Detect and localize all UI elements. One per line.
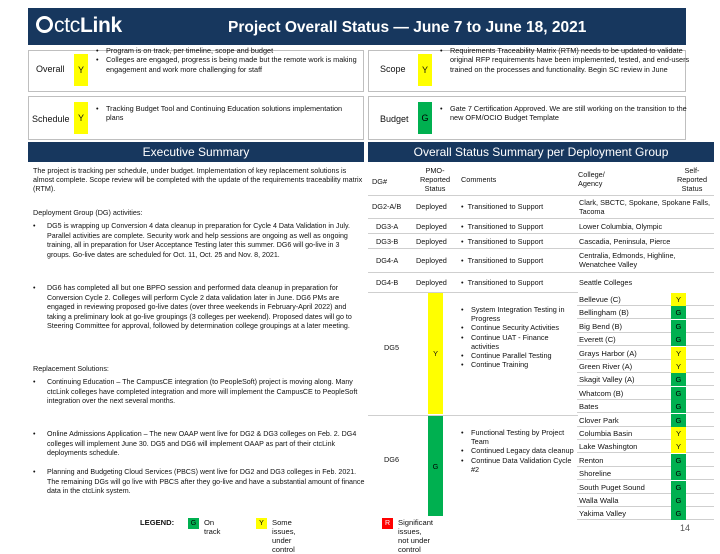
college-status-badge: G	[671, 481, 686, 494]
college-name: Clover Park	[579, 415, 619, 425]
scope-label: Scope	[380, 64, 406, 74]
header-bar	[28, 8, 686, 45]
row-divider	[368, 415, 578, 416]
dg-id: DG3-B	[376, 236, 399, 246]
row-divider	[368, 292, 578, 293]
college-status-badge: G	[671, 333, 686, 346]
college-status-badge: G	[671, 387, 686, 400]
dg-id: DG3-A	[376, 221, 399, 231]
college-status-badge: G	[671, 507, 686, 520]
dg-status: Deployed	[416, 236, 447, 246]
college-row	[577, 293, 714, 306]
dg5-comment: • Continue Training	[461, 360, 577, 369]
schedule-bullet: • Tracking Budget Tool and Continuing Education solutions implementation plans	[96, 104, 358, 123]
college-name: Skagit Valley (A)	[579, 375, 635, 385]
dg-id: DG4-B	[376, 277, 399, 287]
dg5-id: DG5	[384, 342, 400, 352]
page-number: 14	[680, 523, 691, 533]
college-name: Bates	[579, 402, 599, 412]
col-header-self-reported: Self-Reported Status	[676, 165, 708, 193]
budget-bullet: • Gate 7 Certification Approved. We are still working on the transition to the new OFM/OCIO Budget Template	[440, 104, 702, 123]
college-status-badge: Y	[671, 293, 686, 306]
dg-id: DG2-A/B	[372, 201, 402, 211]
legend-green-text: On track	[204, 518, 221, 536]
legend-yellow-text: Some issues, under control	[272, 518, 296, 554]
dg5-comments	[461, 305, 577, 369]
dg-colleges: Cascadia, Peninsula, Pierce	[579, 236, 671, 246]
college-name: Everett (C)	[579, 335, 616, 345]
college-row	[577, 440, 714, 453]
college-status-badge: G	[671, 373, 686, 386]
dg-status: Deployed	[416, 255, 447, 265]
dg-status: Deployed	[416, 201, 447, 211]
college-name: Lake Washington	[579, 442, 638, 452]
dg-comment: • Transitioned to Support	[461, 236, 544, 246]
college-status-badge: Y	[671, 360, 686, 373]
college-status-badge: G	[671, 454, 686, 467]
college-row	[577, 454, 714, 467]
dg6-status-badge: G	[428, 416, 443, 516]
dg-status: Deployed	[416, 277, 447, 287]
dg6-comment: • Continued Legacy data cleanup	[461, 446, 577, 455]
dg-colleges: Lower Columbia, Olympic	[579, 221, 663, 231]
dg-colleges: Clark, SBCTC, Spokane, Spokane Falls, Tacoma	[579, 198, 710, 216]
college-name: Big Bend (B)	[579, 321, 623, 331]
col-header-college: College/ Agency	[578, 170, 605, 188]
college-status-badge: G	[671, 400, 686, 413]
scope-bullets	[440, 46, 702, 74]
college-status-badge: Y	[671, 427, 686, 440]
dg-comment: • Transitioned to Support	[461, 221, 544, 231]
college-name: Walla Walla	[579, 496, 619, 505]
college-row	[577, 320, 714, 333]
overall-bullet: • Colleges are engaged, progress is being made but the remote work is making engagement and work more challenging for staff	[96, 55, 358, 74]
scope-bullet: • Requirements Traceability Matrix (RTM) needs to be updated to validate original RFP requirements have been implemented, tested, and end-users trained on the processes and functionality. Begin SC review in June	[440, 46, 702, 74]
college-name: South Puget Sound	[579, 482, 645, 492]
budget-status-badge: G	[418, 102, 432, 134]
college-name: Whatcom (B)	[579, 388, 624, 398]
college-name: Yakima Valley	[579, 509, 626, 519]
dg5-comment: • Continue Security Activities	[461, 323, 577, 332]
budget-label: Budget	[380, 114, 409, 124]
college-name: Shoreline	[579, 469, 612, 479]
college-row	[577, 347, 714, 360]
dg6-id: DG6	[384, 454, 400, 464]
dg6-comments	[461, 428, 577, 474]
col-header-pmo: PMO-Reported Status	[419, 165, 451, 193]
scope-status-badge: Y	[418, 54, 432, 86]
college-status-badge: Y	[671, 440, 686, 453]
ctclink-logo: ctcLink	[36, 14, 122, 38]
college-row	[577, 427, 714, 440]
college-name: Renton	[579, 455, 604, 465]
college-row	[577, 414, 714, 427]
legend-green-badge: G	[188, 518, 199, 529]
college-status-badge: Y	[671, 347, 686, 360]
college-row	[577, 467, 714, 480]
overall-status-badge: Y	[74, 54, 88, 86]
executive-summary-header: Executive Summary	[28, 142, 364, 162]
college-row	[577, 387, 714, 400]
college-row	[577, 373, 714, 386]
college-status-badge: G	[671, 494, 686, 507]
gear-icon	[36, 16, 53, 33]
legend-yellow-badge: Y	[256, 518, 267, 529]
dg-comment: • Transitioned to Support	[461, 201, 544, 211]
deployment-summary-header: Overall Status Summary per Deployment Group	[368, 142, 714, 162]
dg-activities-heading: Deployment Group (DG) activities:	[33, 208, 143, 217]
college-row	[577, 400, 714, 413]
college-name: Columbia Basin	[579, 429, 633, 438]
page-title: Project Overall Status — June 7 to June 18, 2021	[228, 19, 587, 36]
dg-comment: • Transitioned to Support	[461, 277, 544, 287]
dg-id: DG4-A	[376, 255, 399, 265]
executive-intro: The project is tracking per schedule, under budget. Implementation of key replacement solutions is almost complete. Scope review will be completed with the update of the requirements traceability matrix (RTM).	[33, 166, 363, 193]
dg6-comment: • Continue Data Validation Cycle #2	[461, 456, 577, 474]
dg6-comment: • Functional Testing by Project Team	[461, 428, 577, 446]
col-header-dg: DG#	[372, 176, 388, 186]
college-name: Bellingham (B)	[579, 308, 629, 318]
college-status-badge: G	[671, 467, 686, 480]
dg-status: Deployed	[416, 221, 447, 231]
dg-colleges: Seattle Colleges	[579, 277, 633, 287]
executive-summary-panel: The project is tracking per schedule, under budget. Implementation of key replacement solutions is almost complete. Scope review will be completed with the update of the requirements traceability matrix (RTM). Deployment Group (DG) activities: • DG5 is wrapping up Conversion 4 data cleanup in preparation for Cycle 4 Data Validation in July. Parallel activities are complete. Security work and help sessions are ongoing as well as ongoing training, all in preparation for User Acceptance Testing later this summer. DG6 will go-live in 3 groups. Go-live dates are scheduled for Oct. 11, Oct. 25 and Nov. 8, 2021. • DG6 has completed all but one BPFO session and performed data cleanup in preparation for Conversion Cycle 2. Colleges will perform Cycle 2 data validation later in June. DG6 PMs are engaged in reviewing proposed go-live dates (over three weekends in February-April 2022) and taking a preliminary look at go-live groupings (3 colleges per weekend). Proposed dates will go to Steering Committee for approval, followed by determination college groupings at a later meeting. Replacement Solutions: • Continuing Education – The CampusCE integration (to PeopleSoft) project is moving along. Many ctcLink colleges have completed integration and more will implement the CampusCE to PeopleSoft integration over the next several months. • Online Admissions Application – The new OAAP went live for DG2 & DG3 colleges on Feb. 2. DG4 colleges will implement June 30. DG5 and DG6 will implement OAAP as part of their ctcLink deployments schedule. • Planning and Budgeting Cloud Services (PBCS) went live for DG2 and DG3 colleges in Feb. 2021. The remaining DGs will go live with PBCS after they go-live and have a substantial amount of finance data in the ctcLink system.	[28, 162, 364, 517]
overall-bullets	[96, 46, 358, 74]
dg5-status-badge: Y	[428, 293, 443, 414]
dg5-comment: • Continue UAT - Finance activities	[461, 333, 577, 351]
college-row	[577, 494, 714, 507]
college-row	[577, 333, 714, 346]
college-row	[577, 360, 714, 373]
dg-colleges: Centralia, Edmonds, Highline, Wenatchee Valley	[579, 251, 676, 269]
col-header-comments: Comments	[461, 174, 497, 184]
schedule-bullets	[96, 104, 358, 123]
college-name: Green River (A)	[579, 362, 633, 371]
overall-bullet: • Program is on track, per timeline, scope and budget	[96, 46, 358, 55]
legend-title: LEGEND:	[140, 518, 175, 527]
college-name: Bellevue (C)	[579, 295, 621, 304]
overall-label: Overall	[36, 64, 65, 74]
college-row	[577, 507, 714, 520]
college-row	[577, 306, 714, 319]
college-status-badge: G	[671, 306, 686, 319]
legend-red-badge: R	[382, 518, 393, 529]
college-name: Grays Harbor (A)	[579, 348, 637, 358]
legend-red-text: Significant issues, not under control	[398, 518, 434, 554]
dg-comment: • Transitioned to Support	[461, 255, 544, 265]
budget-bullets	[440, 104, 702, 123]
college-status-badge: G	[671, 414, 686, 427]
dg5-comment: • Continue Parallel Testing	[461, 351, 577, 360]
schedule-status-badge: Y	[74, 102, 88, 134]
replacement-heading: Replacement Solutions:	[33, 364, 109, 373]
college-status-badge: G	[671, 320, 686, 333]
dg5-comment: • System Integration Testing in Progress	[461, 305, 577, 323]
schedule-label: Schedule	[32, 114, 70, 124]
college-row	[577, 481, 714, 494]
